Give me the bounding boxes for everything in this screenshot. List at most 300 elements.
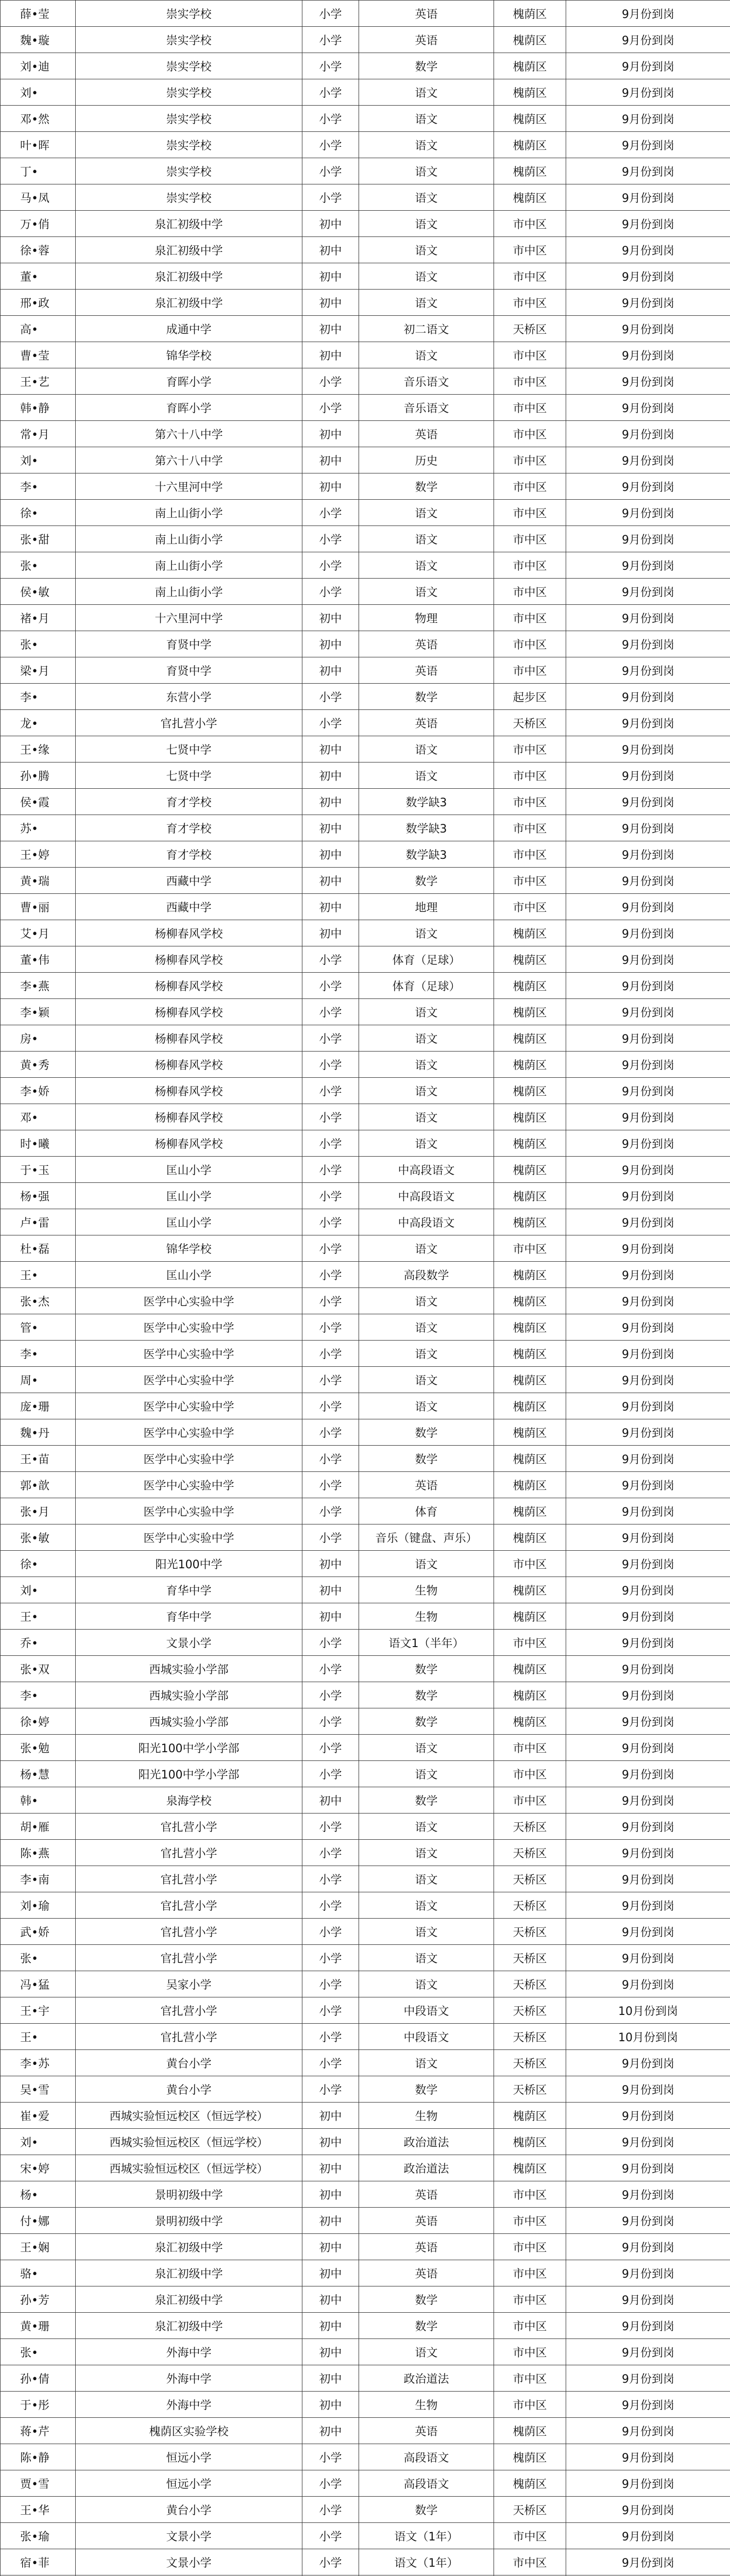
arrival-cell: 9月份到岗 <box>566 395 730 421</box>
level-cell: 小学 <box>302 1814 359 1840</box>
table-row <box>1 2470 730 2497</box>
district-cell: 槐荫区 <box>494 1314 566 1341</box>
school-cell: 恒远小学 <box>76 2470 302 2497</box>
table-row <box>1 500 730 526</box>
level-cell: 小学 <box>302 2523 359 2549</box>
name-cell: 丁• <box>1 158 76 184</box>
district-cell: 槐荫区 <box>494 1682 566 1708</box>
district-cell: 槐荫区 <box>494 1157 566 1183</box>
level-cell: 初中 <box>302 447 359 473</box>
subject-cell: 生物 <box>359 1577 494 1603</box>
subject-cell: 语文 <box>359 1130 494 1157</box>
level-cell: 小学 <box>302 2470 359 2497</box>
school-cell: 崇实学校 <box>76 132 302 158</box>
level-cell: 初中 <box>302 1577 359 1603</box>
level-cell: 初中 <box>302 2103 359 2129</box>
name-cell: 王•娴 <box>1 2234 76 2260</box>
table-row <box>1 1551 730 1577</box>
arrival-cell: 9月份到岗 <box>566 237 730 263</box>
arrival-cell: 9月份到岗 <box>566 263 730 290</box>
school-cell: 吴家小学 <box>76 1971 302 1997</box>
arrival-cell: 9月份到岗 <box>566 526 730 552</box>
district-cell: 槐荫区 <box>494 1341 566 1367</box>
arrival-cell: 9月份到岗 <box>566 1314 730 1341</box>
district-cell: 市中区 <box>494 736 566 762</box>
arrival-cell: 9月份到岗 <box>566 1787 730 1814</box>
table-row <box>1 605 730 631</box>
arrival-cell: 9月份到岗 <box>566 316 730 342</box>
district-cell: 槐荫区 <box>494 1078 566 1104</box>
district-cell: 市中区 <box>494 290 566 316</box>
name-cell: 邓•然 <box>1 106 76 132</box>
level-cell: 小学 <box>302 1919 359 1945</box>
level-cell: 小学 <box>302 158 359 184</box>
district-cell: 天桥区 <box>494 710 566 736</box>
arrival-cell: 9月份到岗 <box>566 1971 730 1997</box>
subject-cell: 英语 <box>359 421 494 447</box>
name-cell: 骆• <box>1 2260 76 2286</box>
roster-body <box>1 1 730 2576</box>
level-cell: 初中 <box>302 631 359 657</box>
table-row <box>1 1603 730 1630</box>
level-cell: 初中 <box>302 2234 359 2260</box>
level-cell: 小学 <box>302 1472 359 1498</box>
school-cell: 景明初级中学 <box>76 2181 302 2208</box>
school-cell: 匡山小学 <box>76 1183 302 1209</box>
school-cell: 十六里河中学 <box>76 473 302 500</box>
subject-cell: 生物 <box>359 1603 494 1630</box>
name-cell: 褚•月 <box>1 605 76 631</box>
table-row <box>1 1472 730 1498</box>
name-cell: 曹•丽 <box>1 894 76 920</box>
level-cell: 小学 <box>302 2549 359 2575</box>
arrival-cell: 9月份到岗 <box>566 2549 730 2575</box>
arrival-cell: 9月份到岗 <box>566 2234 730 2260</box>
district-cell: 槐荫区 <box>494 1708 566 1735</box>
subject-cell: 数学 <box>359 2497 494 2523</box>
name-cell: 张• <box>1 631 76 657</box>
arrival-cell: 9月份到岗 <box>566 106 730 132</box>
school-cell: 育晖小学 <box>76 395 302 421</box>
name-cell: 侯•霞 <box>1 789 76 815</box>
name-cell: 付•娜 <box>1 2208 76 2234</box>
name-cell: 孙•倩 <box>1 2365 76 2392</box>
name-cell: 刘•瑜 <box>1 1892 76 1919</box>
arrival-cell: 9月份到岗 <box>566 1288 730 1314</box>
arrival-cell: 9月份到岗 <box>566 1840 730 1866</box>
district-cell: 市中区 <box>494 657 566 684</box>
arrival-cell: 9月份到岗 <box>566 1025 730 1052</box>
name-cell: 刘• <box>1 1577 76 1603</box>
name-cell: 贾•雪 <box>1 2470 76 2497</box>
level-cell: 小学 <box>302 1656 359 1682</box>
district-cell: 槐荫区 <box>494 1419 566 1446</box>
name-cell: 黄•秀 <box>1 1052 76 1078</box>
table-row <box>1 1945 730 1971</box>
subject-cell: 体育 <box>359 1498 494 1524</box>
subject-cell: 数学缺3 <box>359 841 494 868</box>
school-cell: 泉汇初级中学 <box>76 2234 302 2260</box>
subject-cell: 语文 <box>359 552 494 579</box>
level-cell: 小学 <box>302 2050 359 2076</box>
table-row <box>1 27 730 53</box>
arrival-cell: 9月份到岗 <box>566 1814 730 1840</box>
name-cell: 刘• <box>1 2129 76 2155</box>
school-cell: 育才学校 <box>76 815 302 841</box>
school-cell: 杨柳春风学校 <box>76 1130 302 1157</box>
arrival-cell: 9月份到岗 <box>566 2497 730 2523</box>
level-cell: 小学 <box>302 53 359 79</box>
level-cell: 初中 <box>302 211 359 237</box>
arrival-cell: 9月份到岗 <box>566 2076 730 2103</box>
table-row <box>1 815 730 841</box>
subject-cell: 语文 <box>359 500 494 526</box>
subject-cell: 英语 <box>359 2260 494 2286</box>
district-cell: 市中区 <box>494 579 566 605</box>
subject-cell: 语文 <box>359 1393 494 1419</box>
name-cell: 黄•珊 <box>1 2313 76 2339</box>
table-row <box>1 2155 730 2181</box>
arrival-cell: 9月份到岗 <box>566 447 730 473</box>
district-cell: 槐荫区 <box>494 973 566 999</box>
subject-cell: 语文 <box>359 1840 494 1866</box>
table-row <box>1 841 730 868</box>
table-row <box>1 1708 730 1735</box>
arrival-cell: 9月份到岗 <box>566 1104 730 1130</box>
school-cell: 医学中心实验中学 <box>76 1341 302 1367</box>
district-cell: 市中区 <box>494 2549 566 2575</box>
name-cell: 韩• <box>1 1787 76 1814</box>
level-cell: 初中 <box>302 2313 359 2339</box>
district-cell: 市中区 <box>494 2208 566 2234</box>
district-cell: 槐荫区 <box>494 999 566 1025</box>
table-row <box>1 2313 730 2339</box>
subject-cell: 政治道法 <box>359 2129 494 2155</box>
school-cell: 泉汇初级中学 <box>76 237 302 263</box>
subject-cell: 物理 <box>359 605 494 631</box>
name-cell: 徐•婷 <box>1 1708 76 1735</box>
name-cell: 武•娇 <box>1 1919 76 1945</box>
arrival-cell: 9月份到岗 <box>566 1735 730 1761</box>
arrival-cell: 9月份到岗 <box>566 1446 730 1472</box>
name-cell: 邢•政 <box>1 290 76 316</box>
name-cell: 张•杰 <box>1 1288 76 1314</box>
arrival-cell: 9月份到岗 <box>566 1130 730 1157</box>
arrival-cell: 9月份到岗 <box>566 2313 730 2339</box>
arrival-cell: 9月份到岗 <box>566 973 730 999</box>
level-cell: 初中 <box>302 473 359 500</box>
arrival-cell: 9月份到岗 <box>566 762 730 789</box>
level-cell: 初中 <box>302 290 359 316</box>
level-cell: 小学 <box>302 1104 359 1130</box>
district-cell: 市中区 <box>494 815 566 841</box>
subject-cell: 音乐（键盘、声乐） <box>359 1524 494 1551</box>
district-cell: 天桥区 <box>494 1814 566 1840</box>
table-row <box>1 2418 730 2444</box>
school-cell: 育才学校 <box>76 789 302 815</box>
school-cell: 匡山小学 <box>76 1262 302 1288</box>
table-row <box>1 1183 730 1209</box>
arrival-cell: 9月份到岗 <box>566 1761 730 1787</box>
name-cell: 徐• <box>1 1551 76 1577</box>
level-cell: 小学 <box>302 395 359 421</box>
name-cell: 常•月 <box>1 421 76 447</box>
arrival-cell: 9月份到岗 <box>566 920 730 946</box>
table-row <box>1 2549 730 2575</box>
district-cell: 槐荫区 <box>494 1183 566 1209</box>
name-cell: 艾•月 <box>1 920 76 946</box>
name-cell: 魏•璇 <box>1 27 76 53</box>
level-cell: 初中 <box>302 894 359 920</box>
district-cell: 市中区 <box>494 1787 566 1814</box>
district-cell: 天桥区 <box>494 1919 566 1945</box>
subject-cell: 语文 <box>359 1971 494 1997</box>
district-cell: 槐荫区 <box>494 2470 566 2497</box>
arrival-cell: 9月份到岗 <box>566 605 730 631</box>
subject-cell: 语文 <box>359 1341 494 1367</box>
subject-cell: 历史 <box>359 447 494 473</box>
table-row <box>1 132 730 158</box>
arrival-cell: 9月份到岗 <box>566 684 730 710</box>
district-cell: 市中区 <box>494 789 566 815</box>
table-row <box>1 184 730 211</box>
level-cell: 小学 <box>302 1314 359 1341</box>
name-cell: 李•南 <box>1 1866 76 1892</box>
school-cell: 杨柳春风学校 <box>76 946 302 973</box>
arrival-cell: 9月份到岗 <box>566 2103 730 2129</box>
district-cell: 市中区 <box>494 2365 566 2392</box>
school-cell: 医学中心实验中学 <box>76 1288 302 1314</box>
school-cell: 崇实学校 <box>76 1 302 27</box>
table-row <box>1 1866 730 1892</box>
subject-cell: 语文 <box>359 1367 494 1393</box>
district-cell: 市中区 <box>494 2181 566 2208</box>
school-cell: 医学中心实验中学 <box>76 1498 302 1524</box>
arrival-cell: 9月份到岗 <box>566 1577 730 1603</box>
name-cell: 张•月 <box>1 1498 76 1524</box>
district-cell: 天桥区 <box>494 316 566 342</box>
subject-cell: 语文 <box>359 184 494 211</box>
arrival-cell: 9月份到岗 <box>566 2523 730 2549</box>
school-cell: 景明初级中学 <box>76 2208 302 2234</box>
district-cell: 市中区 <box>494 2286 566 2313</box>
school-cell: 西城实验小学部 <box>76 1708 302 1735</box>
subject-cell: 英语 <box>359 1 494 27</box>
level-cell: 初中 <box>302 263 359 290</box>
level-cell: 小学 <box>302 999 359 1025</box>
district-cell: 天桥区 <box>494 1971 566 1997</box>
table-row <box>1 1104 730 1130</box>
arrival-cell: 9月份到岗 <box>566 1682 730 1708</box>
school-cell: 十六里河中学 <box>76 605 302 631</box>
level-cell: 小学 <box>302 1 359 27</box>
level-cell: 小学 <box>302 1498 359 1524</box>
school-cell: 南上山街小学 <box>76 526 302 552</box>
level-cell: 小学 <box>302 2444 359 2470</box>
district-cell: 天桥区 <box>494 1945 566 1971</box>
district-cell: 市中区 <box>494 263 566 290</box>
school-cell: 泉汇初级中学 <box>76 263 302 290</box>
table-row <box>1 1367 730 1393</box>
table-row <box>1 2024 730 2050</box>
district-cell: 槐荫区 <box>494 79 566 106</box>
subject-cell: 语文1（半年） <box>359 1630 494 1656</box>
district-cell: 槐荫区 <box>494 106 566 132</box>
name-cell: 王•苗 <box>1 1446 76 1472</box>
level-cell: 初中 <box>302 1603 359 1630</box>
arrival-cell: 9月份到岗 <box>566 1498 730 1524</box>
subject-cell: 语文 <box>359 1025 494 1052</box>
district-cell: 槐荫区 <box>494 1104 566 1130</box>
district-cell: 天桥区 <box>494 1892 566 1919</box>
subject-cell: 语文 <box>359 79 494 106</box>
school-cell: 医学中心实验中学 <box>76 1367 302 1393</box>
district-cell: 天桥区 <box>494 2050 566 2076</box>
table-row <box>1 2365 730 2392</box>
subject-cell: 政治道法 <box>359 2155 494 2181</box>
district-cell: 槐荫区 <box>494 1577 566 1603</box>
arrival-cell: 9月份到岗 <box>566 2365 730 2392</box>
name-cell: 邓• <box>1 1104 76 1130</box>
table-row <box>1 710 730 736</box>
level-cell: 小学 <box>302 132 359 158</box>
arrival-cell: 9月份到岗 <box>566 841 730 868</box>
table-row <box>1 946 730 973</box>
table-row <box>1 1524 730 1551</box>
level-cell: 初中 <box>302 920 359 946</box>
level-cell: 小学 <box>302 1945 359 1971</box>
district-cell: 市中区 <box>494 2523 566 2549</box>
name-cell: 薛•莹 <box>1 1 76 27</box>
table-row <box>1 894 730 920</box>
name-cell: 侯•敏 <box>1 579 76 605</box>
table-row <box>1 1656 730 1682</box>
level-cell: 小学 <box>302 1235 359 1262</box>
subject-cell: 语文 <box>359 2339 494 2365</box>
name-cell: 叶•晖 <box>1 132 76 158</box>
district-cell: 市中区 <box>494 552 566 579</box>
school-cell: 崇实学校 <box>76 79 302 106</box>
arrival-cell: 9月份到岗 <box>566 736 730 762</box>
level-cell: 初中 <box>302 2260 359 2286</box>
level-cell: 小学 <box>302 526 359 552</box>
table-row <box>1 1025 730 1052</box>
table-row <box>1 1840 730 1866</box>
school-cell: 泉汇初级中学 <box>76 2260 302 2286</box>
school-cell: 成通中学 <box>76 316 302 342</box>
table-row <box>1 1 730 27</box>
table-row <box>1 1761 730 1787</box>
subject-cell: 语文 <box>359 1314 494 1341</box>
arrival-cell: 9月份到岗 <box>566 1 730 27</box>
level-cell: 初中 <box>302 841 359 868</box>
arrival-cell: 9月份到岗 <box>566 579 730 605</box>
district-cell: 市中区 <box>494 1735 566 1761</box>
table-row <box>1 316 730 342</box>
subject-cell: 体育（足球） <box>359 973 494 999</box>
table-row <box>1 2050 730 2076</box>
level-cell: 小学 <box>302 1209 359 1235</box>
arrival-cell: 9月份到岗 <box>566 1866 730 1892</box>
school-cell: 医学中心实验中学 <box>76 1314 302 1341</box>
arrival-cell: 9月份到岗 <box>566 1551 730 1577</box>
district-cell: 槐荫区 <box>494 2129 566 2155</box>
subject-cell: 中高段语文 <box>359 1209 494 1235</box>
name-cell: 张•瑜 <box>1 2523 76 2549</box>
name-cell: 张• <box>1 1945 76 1971</box>
district-cell: 市中区 <box>494 500 566 526</box>
level-cell: 初中 <box>302 2392 359 2418</box>
arrival-cell: 9月份到岗 <box>566 1262 730 1288</box>
table-row <box>1 1314 730 1341</box>
district-cell: 市中区 <box>494 894 566 920</box>
subject-cell: 语文 <box>359 736 494 762</box>
arrival-cell: 9月份到岗 <box>566 27 730 53</box>
level-cell: 小学 <box>302 1971 359 1997</box>
level-cell: 小学 <box>302 1183 359 1209</box>
arrival-cell: 9月份到岗 <box>566 1603 730 1630</box>
table-row <box>1 1892 730 1919</box>
arrival-cell: 9月份到岗 <box>566 79 730 106</box>
level-cell: 初中 <box>302 2155 359 2181</box>
district-cell: 槐荫区 <box>494 1130 566 1157</box>
district-cell: 槐荫区 <box>494 2103 566 2129</box>
subject-cell: 生物 <box>359 2392 494 2418</box>
name-cell: 房• <box>1 1025 76 1052</box>
level-cell: 小学 <box>302 684 359 710</box>
school-cell: 医学中心实验中学 <box>76 1472 302 1498</box>
name-cell: 王•婷 <box>1 841 76 868</box>
name-cell: 李• <box>1 1682 76 1708</box>
subject-cell: 语文（1年） <box>359 2549 494 2575</box>
table-row <box>1 2234 730 2260</box>
arrival-cell: 9月份到岗 <box>566 1524 730 1551</box>
district-cell: 槐荫区 <box>494 53 566 79</box>
name-cell: 魏•丹 <box>1 1419 76 1446</box>
subject-cell: 高段语文 <box>359 2444 494 2470</box>
district-cell: 槐荫区 <box>494 1209 566 1235</box>
school-cell: 医学中心实验中学 <box>76 1419 302 1446</box>
subject-cell: 数学 <box>359 53 494 79</box>
level-cell: 小学 <box>302 184 359 211</box>
level-cell: 小学 <box>302 2497 359 2523</box>
district-cell: 市中区 <box>494 237 566 263</box>
table-row <box>1 1630 730 1656</box>
subject-cell: 语文 <box>359 999 494 1025</box>
level-cell: 小学 <box>302 368 359 395</box>
arrival-cell: 9月份到岗 <box>566 2155 730 2181</box>
school-cell: 外海中学 <box>76 2392 302 2418</box>
school-cell: 匡山小学 <box>76 1157 302 1183</box>
name-cell: 刘•迪 <box>1 53 76 79</box>
arrival-cell: 9月份到岗 <box>566 290 730 316</box>
subject-cell: 语文 <box>359 1761 494 1787</box>
name-cell: 于•彤 <box>1 2392 76 2418</box>
subject-cell: 语文 <box>359 1814 494 1840</box>
school-cell: 医学中心实验中学 <box>76 1393 302 1419</box>
school-cell: 杨柳春风学校 <box>76 1104 302 1130</box>
table-row <box>1 1787 730 1814</box>
level-cell: 小学 <box>302 579 359 605</box>
arrival-cell: 9月份到岗 <box>566 946 730 973</box>
name-cell: 梁•月 <box>1 657 76 684</box>
table-row <box>1 684 730 710</box>
district-cell: 市中区 <box>494 631 566 657</box>
name-cell: 曹•莹 <box>1 342 76 368</box>
arrival-cell: 9月份到岗 <box>566 2392 730 2418</box>
name-cell: 王• <box>1 2024 76 2050</box>
school-cell: 杨柳春风学校 <box>76 973 302 999</box>
